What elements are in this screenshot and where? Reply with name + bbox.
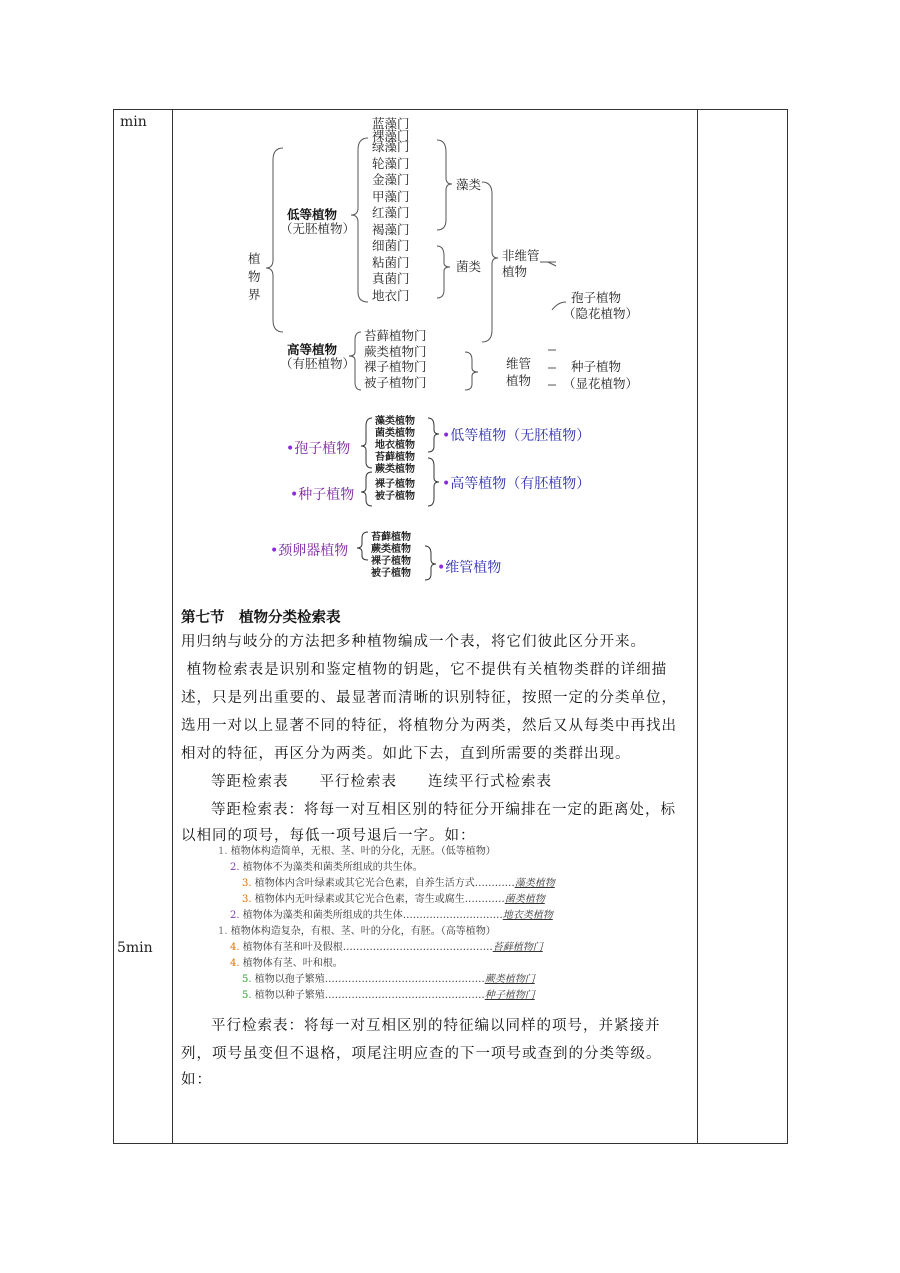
time-label: min	[120, 114, 147, 130]
group-item: 蕨类植物	[375, 464, 415, 475]
vascular-plants-text: 维管植物	[445, 560, 502, 576]
key-line: 5. 植物以种子繁殖…………………………………………种子植物门	[242, 990, 535, 1001]
key-line: 3. 植物体内无叶绿素或其它光合色素，寄生或腐生…………菌类植物	[242, 894, 545, 905]
key-line: 2. 植物体为藻类和菌类所组成的共生体…………………………地衣类植物	[230, 910, 553, 921]
key-line: 1. 植物体构造简单，无根、茎、叶的分化，无胚。（低等植物）	[218, 846, 496, 857]
key-line: 4. 植物体有茎和叶及假根………………………………………苔藓植物门	[230, 942, 543, 953]
phylum-item: 蕨类植物门	[364, 343, 427, 359]
key-line: 2. 植物体不为藻类和菌类所组成的共生体。	[230, 862, 423, 873]
vascular-label-1: 维管	[506, 356, 532, 371]
group-item: 藻类植物	[375, 416, 415, 427]
bullet-icon: •	[290, 487, 299, 503]
phylum-item: 粘菌门	[372, 254, 410, 270]
seed-plants-text: 种子植物	[298, 487, 355, 503]
phylum-item: 地衣门	[372, 287, 410, 303]
group-item: 苔藓植物	[371, 532, 411, 543]
key-line: 4. 植物体有茎、叶和根。	[230, 958, 343, 969]
paragraph-line: 述，只是列出重要的、最显著而清晰的识别特征，按照一定的分类单位，	[181, 690, 677, 706]
phylum-item: 蓝藻门	[372, 116, 410, 131]
seed-plants-label: 种子植物	[571, 359, 622, 374]
seed-plants-sub: （显花植物）	[563, 376, 639, 391]
higher-plants-label: 高等植物	[287, 342, 338, 357]
vascular-label-2: 植物	[506, 373, 532, 388]
phylum-item: 细菌门	[372, 238, 410, 253]
higher-plants-sub: （有胚植物）	[280, 356, 356, 371]
group-item: 裸子植物	[375, 479, 415, 490]
diagram3-brackets	[0, 0, 900, 600]
time-label: 5min	[117, 940, 153, 956]
paragraph-line: 用归纳与岐分的方法把多种植物编成一个表，将它们彼此区分开来。	[181, 634, 646, 650]
group-item: 蕨类植物	[371, 544, 411, 555]
paragraph-line: 如：	[181, 1072, 212, 1088]
lower-plants-text: 低等植物（无胚植物）	[450, 428, 591, 444]
paragraph-line: 以相同的项号，每低一项号退后一字。如：	[181, 828, 476, 844]
phylum-item: 真菌门	[372, 271, 410, 286]
spore-plants-text: 孢子植物	[294, 441, 351, 457]
group-item: 地衣植物	[375, 440, 415, 451]
archegoniate-text: 颈卵器植物	[278, 543, 349, 559]
group-item: 被子植物	[375, 491, 415, 502]
spore-plants-sub: （隐花植物）	[563, 306, 639, 321]
section-title: 第七节 植物分类检索表	[181, 609, 341, 626]
paragraph-line: 列，项号虽变但不退格，项尾注明应查的下一项号或查到的分类等级。	[181, 1046, 662, 1062]
bullet-icon: •	[286, 441, 295, 457]
bullet-icon: •	[442, 428, 451, 444]
paragraph-line: 等距检索表 平行检索表 连续平行式检索表	[211, 774, 552, 790]
group-item: 裸子植物	[371, 556, 411, 567]
phylum-item: 苔藓植物门	[364, 328, 427, 343]
phylum-item: 金藻门	[372, 172, 410, 187]
bullet-icon: •	[270, 543, 279, 559]
lower-plants-label: 低等植物	[287, 207, 338, 222]
group-item: 被子植物	[371, 568, 411, 579]
phylum-item: 裸子植物门	[364, 359, 427, 374]
paragraph-line: 平行检索表：将每一对互相区别的特征编以同样的项号，并紧接并	[211, 1018, 661, 1034]
phylum-item: 红藻门	[372, 205, 410, 220]
spore-plants-label: 孢子植物	[571, 290, 622, 305]
paragraph-line: 植物检索表是识别和鉴定植物的钥匙，它不提供有关植物类群的详细描	[181, 662, 668, 678]
phylum-item: 被子植物门	[364, 374, 427, 390]
higher-plants-text: 高等植物（有胚植物）	[450, 476, 591, 492]
key-line: 5. 植物以孢子繁殖…………………………………………蕨类植物门	[242, 974, 535, 985]
paragraph-line: 等距检索表：将每一对互相区别的特征分开编排在一定的距离处，标	[211, 802, 676, 818]
lower-plants-sub: （无胚植物）	[280, 221, 356, 236]
bullet-icon: •	[437, 560, 446, 576]
paragraph-line: 选用一对以上显著不同的特征，将植物分为两类，然后又从每类中再找出	[181, 718, 677, 734]
nonvascular-label-1: 非维管	[502, 248, 540, 263]
paragraph-line: 相对的特征，再区分为两类。如此下去，直到所需要的类群出现。	[181, 746, 631, 762]
bullet-icon: •	[442, 476, 451, 492]
key-line: 3. 植物体内含叶绿素或其它光合色素，自养生活方式…………藻类植物	[242, 878, 555, 889]
phylum-item: 裸藻门	[372, 127, 410, 143]
algae-label: 藻类	[456, 177, 482, 192]
phylum-item: 轮藻门	[372, 155, 410, 171]
phylum-item: 褐藻门	[372, 221, 410, 237]
phylum-item: 绿藻门	[372, 139, 410, 154]
nonvascular-label-2: 植物	[502, 264, 528, 279]
fungi-label: 菌类	[456, 259, 482, 274]
key-line: 1. 植物体构造复杂，有根、茎、叶的分化，有胚。（高等植物）	[218, 926, 496, 937]
phylum-item: 甲藻门	[372, 188, 410, 204]
root-label: 植物界	[248, 251, 261, 302]
group-item: 菌类植物	[375, 428, 415, 439]
group-item: 苔藓植物	[375, 452, 415, 463]
